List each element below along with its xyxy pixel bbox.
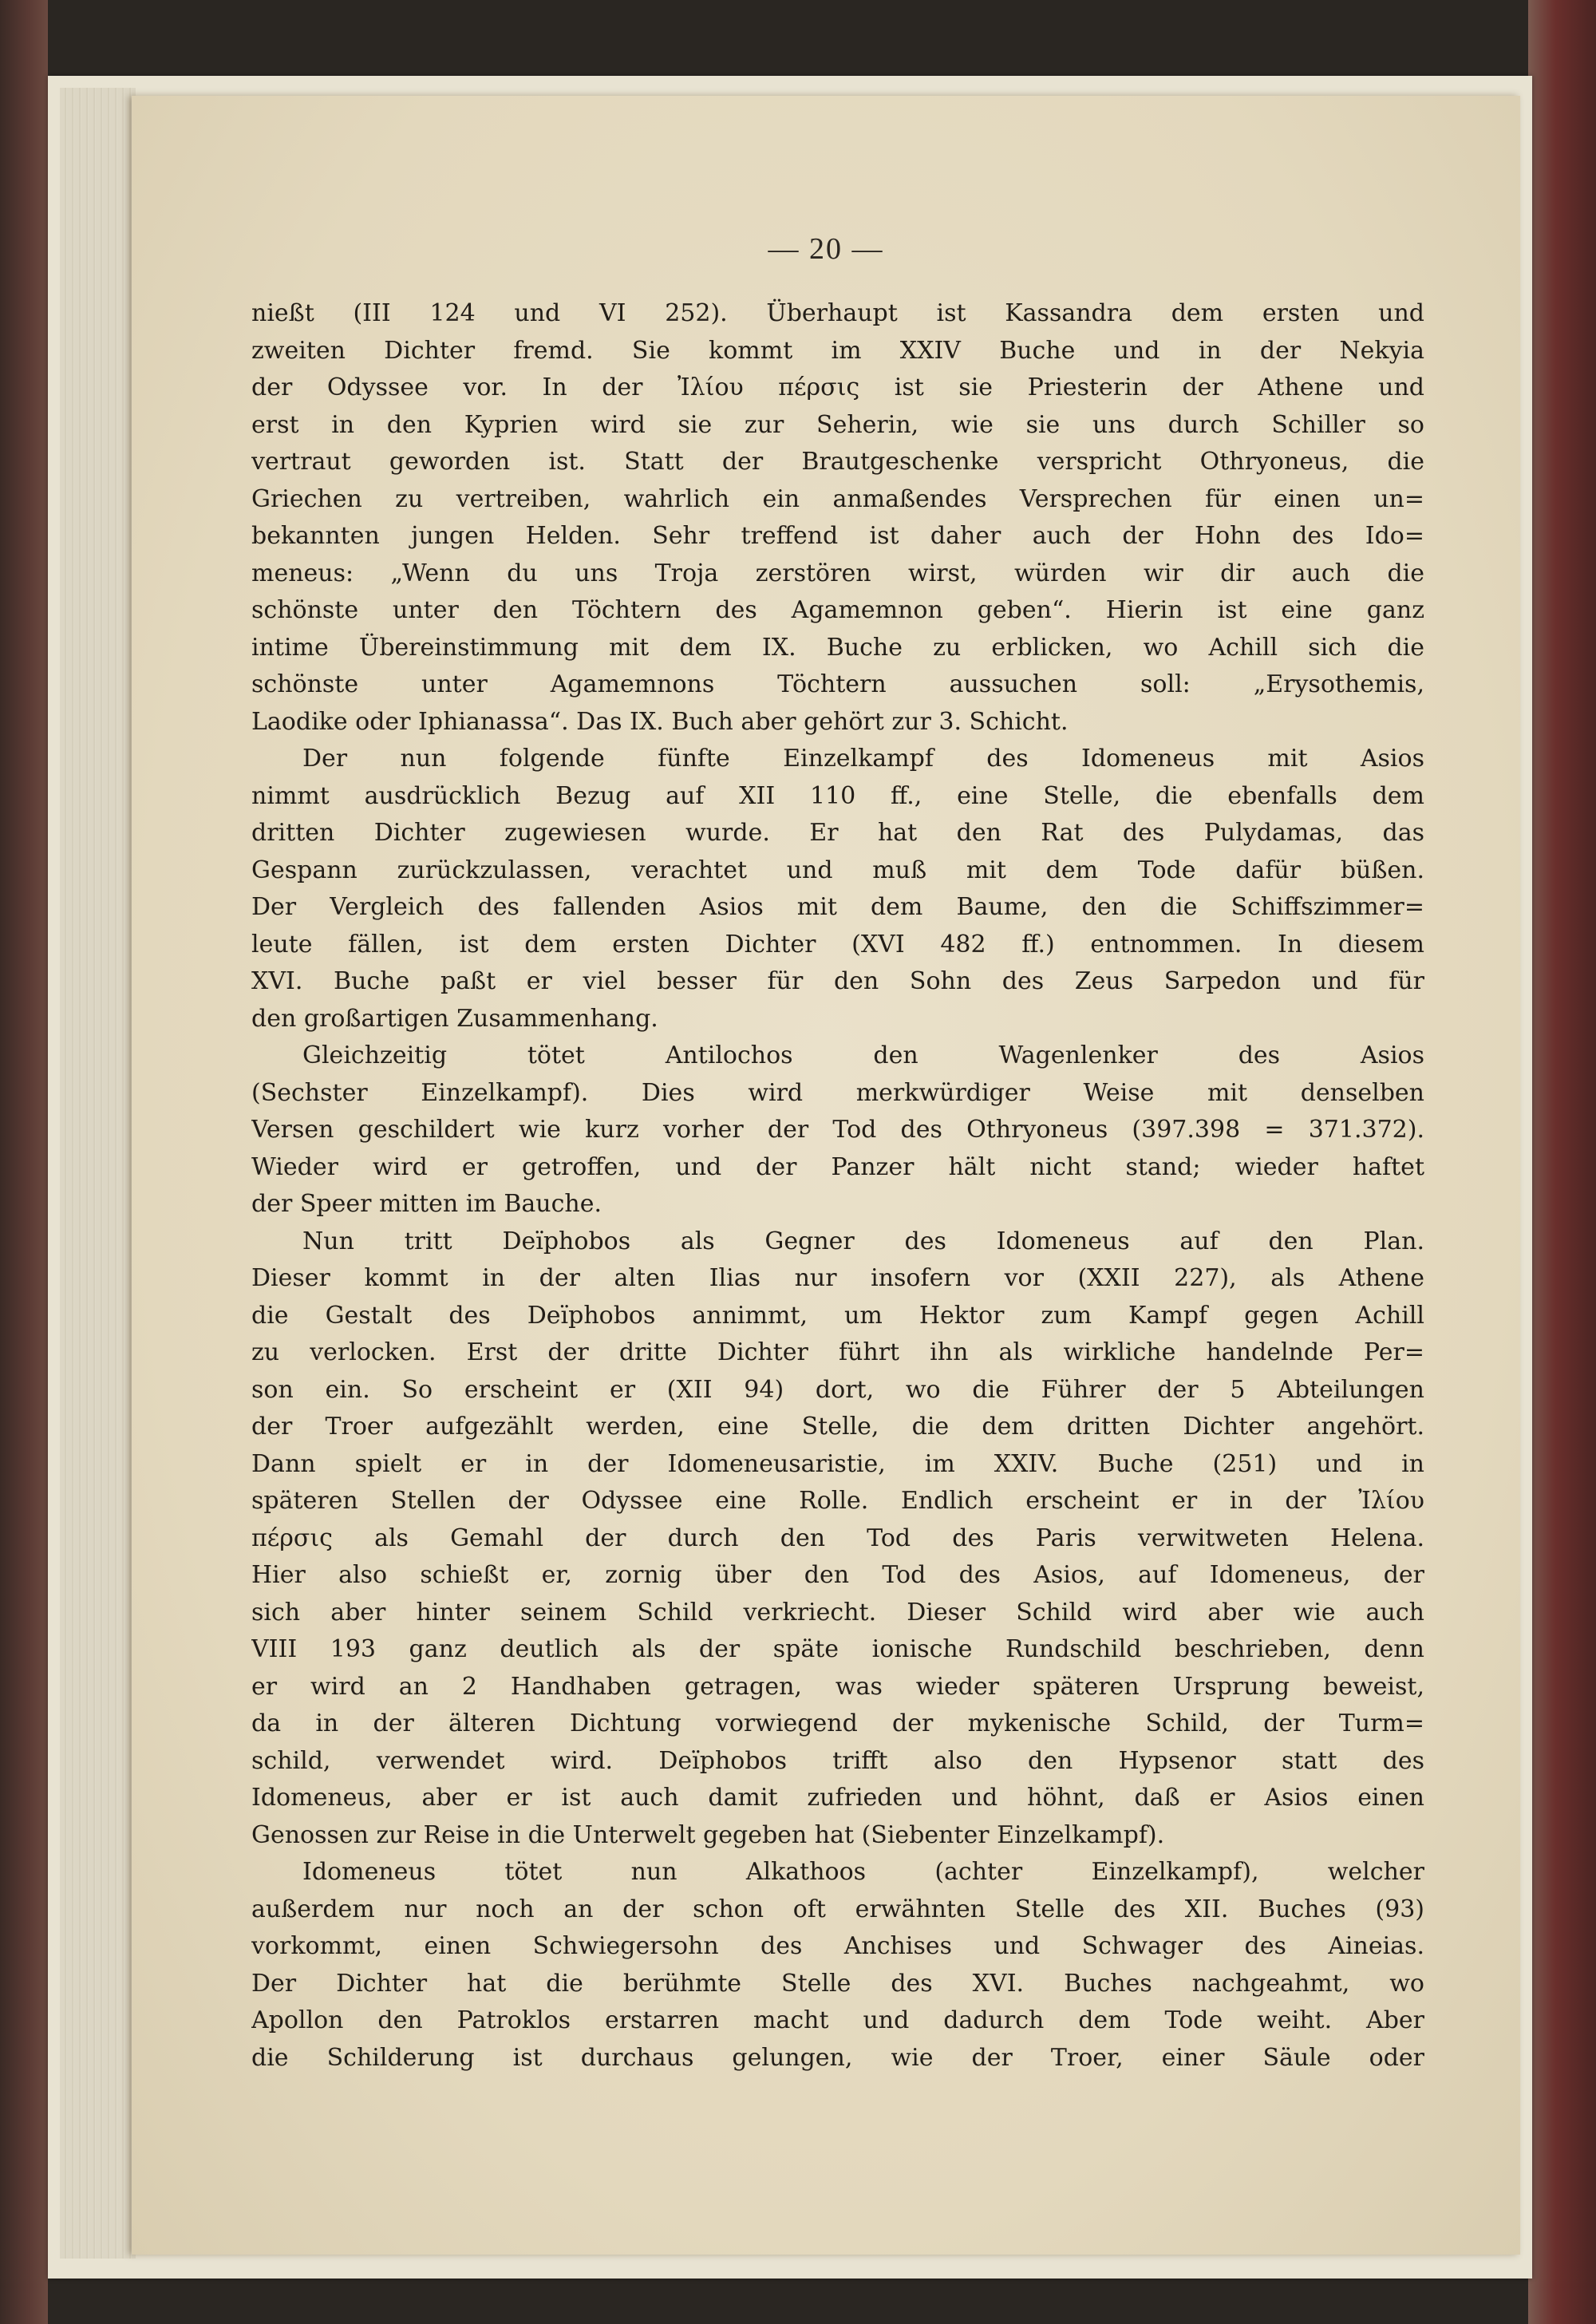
text-line: schönste unter den Töchtern des Agamemnon geben“. Hierin ist eine ganz: [251, 596, 1424, 624]
text-line: der Speer mitten im Bauche.: [251, 1190, 602, 1218]
text-line: Nun tritt Deïphobos als Gegner des Idomeneus auf den Plan.: [302, 1227, 1424, 1255]
text-line: Der Dichter hat die berühmte Stelle des XVI. Buches nachgeahmt, wo: [251, 1969, 1424, 1998]
text-line: Dieser kommt in der alten Ilias nur insofern vor (XXII 227), als Athene: [251, 1264, 1424, 1292]
book-binding-left: [0, 0, 48, 2324]
text-line: Der nun folgende fünfte Einzelkampf des Idomeneus mit Asios: [302, 745, 1424, 773]
text-line: er wird an 2 Handhaben getragen, was wieder späteren Ursprung beweist,: [251, 1672, 1424, 1701]
text-line: Idomeneus tötet nun Alkathoos (achter Einzelkampf), welcher: [302, 1858, 1424, 1886]
text-line: die Gestalt des Deïphobos annimmt, um Hektor zum Kampf gegen Achill: [251, 1301, 1424, 1330]
text-line: Idomeneus, aber er ist auch damit zufrieden und höhnt, daß er Asios einen: [251, 1784, 1424, 1812]
text-line: nimmt ausdrücklich Bezug auf XII 110 ff., eine Stelle, die ebenfalls dem: [251, 781, 1424, 810]
text-line: sich aber hinter seinem Schild verkriecht. Dieser Schild wird aber wie auch: [251, 1598, 1424, 1626]
text-line: XVI. Buche paßt er viel besser für den Sohn des Zeus Sarpedon und für: [251, 967, 1424, 995]
text-line: Der Vergleich des fallenden Asios mit dem Baume, den die Schiffszimmer=: [251, 893, 1424, 921]
page-stack-edge: [60, 88, 136, 2259]
text-line: nießt (III 124 und VI 252). Überhaupt ist Kassandra dem ersten und: [251, 299, 1424, 327]
text-line: Genossen zur Reise in die Unterwelt gegeben hat (Siebenter Einzelkampf).: [251, 1820, 1165, 1849]
text-line: Hier also schießt er, zornig über den Tod des Asios, auf Idomeneus, der: [251, 1561, 1424, 1589]
text-line: meneus: „Wenn du uns Troja zerstören wirst, würden wir dir auch die: [251, 559, 1424, 587]
text-line: intime Übereinstimmung mit dem IX. Buche zu erblicken, wo Achill sich die: [251, 633, 1424, 662]
text-line: vorkommt, einen Schwiegersohn des Anchises und Schwager des Aineias.: [251, 1932, 1424, 1960]
text-line: Gleichzeitig tötet Antilochos den Wagenlenker des Asios: [302, 1041, 1424, 1069]
text-line: son ein. So erscheint er (XII 94) dort, wo die Führer der 5 Abteilungen: [251, 1375, 1424, 1404]
text-line: da in der älteren Dichtung vorwiegend der mykenische Schild, der Turm=: [251, 1709, 1424, 1737]
text-line: leute fällen, ist dem ersten Dichter (XVI 482 ff.) entnommen. In diesem: [251, 930, 1424, 958]
text-line: schönste unter Agamemnons Töchtern aussuchen soll: „Erysothemis,: [251, 670, 1424, 698]
text-line: zu verlocken. Erst der dritte Dichter führt ihn als wirkliche handelnde Per=: [251, 1338, 1424, 1366]
text-line: Versen geschildert wie kurz vorher der Tod des Othryoneus (397.398 = 371.372).: [251, 1116, 1424, 1144]
text-line: der Odyssee vor. In der Ἰλίου πέρσις ist sie Priesterin der Athene und: [251, 374, 1424, 401]
text-line: die Schilderung ist durchaus gelungen, wie der Troer, einer Säule oder: [251, 2043, 1424, 2072]
body-text: [251, 295, 1424, 2077]
text-line: Gespann zurückzulassen, verachtet und muß mit dem Tode dafür büßen.: [251, 856, 1424, 884]
text-line: erst in den Kyprien wird sie zur Seherin, wie sie uns durch Schiller so: [251, 410, 1424, 439]
text-line: vertraut geworden ist. Statt der Brautgeschenke verspricht Othryoneus, die: [251, 448, 1424, 476]
text-line: späteren Stellen der Odyssee eine Rolle. Endlich erscheint er in der Ἰλίου: [251, 1487, 1424, 1515]
text-line: (Sechster Einzelkampf). Dies wird merkwürdiger Weise mit denselben: [251, 1078, 1424, 1107]
text-line: πέρσις als Gemahl der durch den Tod des Paris verwitweten Helena.: [251, 1524, 1424, 1552]
text-line: VIII 193 ganz deutlich als der späte ionische Rundschild beschrieben, denn: [251, 1635, 1424, 1663]
book-binding-right: [1528, 0, 1596, 2324]
text-line: Apollon den Patroklos erstarren macht und dadurch dem Tode weiht. Aber: [251, 2006, 1424, 2034]
text-line: dritten Dichter zugewiesen wurde. Er hat den Rat des Pulydamas, das: [251, 819, 1424, 847]
text-line: Laodike oder Iphianassa“. Das IX. Buch aber gehört zur 3. Schicht.: [251, 707, 1069, 736]
text-line: zweiten Dichter fremd. Sie kommt im XXIV Buche und in der Nekyia: [251, 336, 1424, 365]
text-line: bekannten jungen Helden. Sehr treffend ist daher auch der Hohn des Ido=: [251, 522, 1424, 550]
text-line: den großartigen Zusammenhang.: [251, 1004, 658, 1033]
text-line: schild, verwendet wird. Deïphobos trifft also den Hypsenor statt des: [251, 1746, 1424, 1775]
text-line: Griechen zu vertreiben, wahrlich ein anmaßendes Versprechen für einen un=: [251, 484, 1424, 513]
text-line: Wieder wird er getroffen, und der Panzer hält nicht stand; wieder haftet: [251, 1152, 1424, 1181]
text-line: außerdem nur noch an der schon oft erwähnten Stelle des XII. Buches (93): [251, 1895, 1424, 1923]
text-line: der Troer aufgezählt werden, eine Stelle, die dem dritten Dichter angehört.: [251, 1413, 1424, 1441]
page-number: — 20 —: [768, 232, 884, 266]
text-line: Dann spielt er in der Idomeneusaristie, im XXIV. Buche (251) und in: [251, 1449, 1424, 1478]
